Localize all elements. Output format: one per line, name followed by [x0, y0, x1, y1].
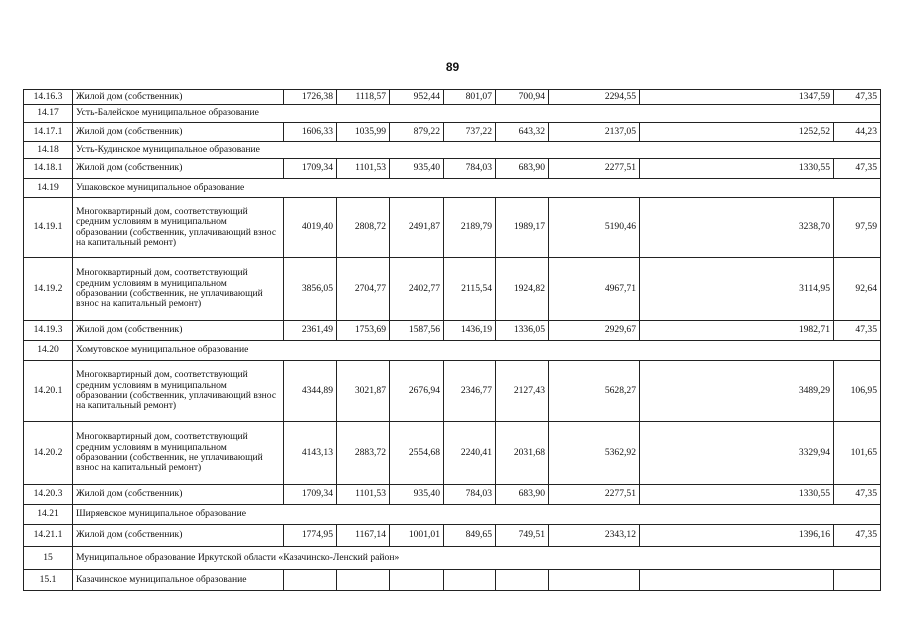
row-name: Казачинское муниципальное образование	[73, 570, 284, 591]
group-title: Усть-Кудинское муниципальное образование	[73, 142, 881, 159]
value-cell: 1436,19	[444, 321, 496, 341]
row-code: 14.17	[24, 105, 73, 123]
value-cell: 3238,70	[640, 198, 834, 258]
row-code: 14.19.3	[24, 321, 73, 341]
value-cell: 2808,72	[337, 198, 390, 258]
value-cell: 1774,95	[284, 525, 337, 547]
value-cell: 47,35	[834, 485, 881, 505]
value-cell: 737,22	[444, 123, 496, 142]
value-cell: 1035,99	[337, 123, 390, 142]
row-code: 14.19	[24, 179, 73, 198]
group-row	[24, 341, 881, 361]
value-cell: 2554,68	[390, 422, 444, 485]
value-cell: 2277,51	[549, 159, 640, 179]
value-cell: 1924,82	[496, 258, 549, 321]
value-cell: 1347,59	[640, 90, 834, 105]
value-cell: 749,51	[496, 525, 549, 547]
table-row	[24, 159, 881, 179]
value-cell: 4344,89	[284, 361, 337, 422]
value-cell: 2361,49	[284, 321, 337, 341]
value-cell	[834, 570, 881, 591]
group-row	[24, 505, 881, 525]
group-title: Муниципальное образование Иркутской области «Казачинско-Ленский район»	[73, 547, 881, 570]
row-code: 15.1	[24, 570, 73, 591]
value-cell: 2343,12	[549, 525, 640, 547]
row-code: 14.20.2	[24, 422, 73, 485]
value-cell: 4143,13	[284, 422, 337, 485]
value-cell: 47,35	[834, 90, 881, 105]
value-cell: 935,40	[390, 485, 444, 505]
value-cell: 47,35	[834, 159, 881, 179]
row-code: 15	[24, 547, 73, 570]
value-cell: 1709,34	[284, 159, 337, 179]
value-cell	[284, 570, 337, 591]
row-name: Жилой дом (собственник)	[73, 123, 284, 142]
value-cell: 4967,71	[549, 258, 640, 321]
page-number: 89	[445, 60, 460, 74]
row-code: 14.18	[24, 142, 73, 159]
row-code: 14.19.2	[24, 258, 73, 321]
value-cell: 1167,14	[337, 525, 390, 547]
row-name: Жилой дом (собственник)	[73, 159, 284, 179]
group-row	[24, 179, 881, 198]
value-cell: 2883,72	[337, 422, 390, 485]
row-code: 14.19.1	[24, 198, 73, 258]
value-cell: 44,23	[834, 123, 881, 142]
value-cell: 3856,05	[284, 258, 337, 321]
value-cell: 4019,40	[284, 198, 337, 258]
row-code: 14.17.1	[24, 123, 73, 142]
row-code: 14.18.1	[24, 159, 73, 179]
group-title: Усть-Балейское муниципальное образование	[73, 105, 881, 123]
row-name: Многоквартирный дом, соответствующий средним условиям в муниципальном образовании (собственник, уплачивающий взнос на капитальный ремонт)	[73, 361, 284, 422]
value-cell: 1989,17	[496, 198, 549, 258]
row-name: Жилой дом (собственник)	[73, 90, 284, 105]
value-cell: 801,07	[444, 90, 496, 105]
value-cell: 1726,38	[284, 90, 337, 105]
group-row	[24, 105, 881, 123]
value-cell: 2277,51	[549, 485, 640, 505]
value-cell: 2294,55	[549, 90, 640, 105]
value-cell: 1101,53	[337, 485, 390, 505]
value-cell	[390, 570, 444, 591]
row-name: Многоквартирный дом, соответствующий средним условиям в муниципальном образовании (собственник, уплачивающий взнос на капитальный ремонт)	[73, 198, 284, 258]
value-cell: 2402,77	[390, 258, 444, 321]
value-cell: 1982,71	[640, 321, 834, 341]
value-cell	[337, 570, 390, 591]
value-cell: 5362,92	[549, 422, 640, 485]
value-cell: 101,65	[834, 422, 881, 485]
value-cell: 2346,77	[444, 361, 496, 422]
group-title: Ушаковское муниципальное образование	[73, 179, 881, 198]
value-cell: 879,22	[390, 123, 444, 142]
value-cell: 1753,69	[337, 321, 390, 341]
value-cell: 1330,55	[640, 485, 834, 505]
value-cell	[640, 570, 834, 591]
value-cell: 2031,68	[496, 422, 549, 485]
value-cell: 2115,54	[444, 258, 496, 321]
value-cell: 849,65	[444, 525, 496, 547]
value-cell: 3329,94	[640, 422, 834, 485]
value-cell: 3489,29	[640, 361, 834, 422]
value-cell: 1396,16	[640, 525, 834, 547]
value-cell: 5190,46	[549, 198, 640, 258]
value-cell: 2491,87	[390, 198, 444, 258]
value-cell: 2189,79	[444, 198, 496, 258]
value-cell: 5628,27	[549, 361, 640, 422]
value-cell: 2676,94	[390, 361, 444, 422]
row-code: 14.21.1	[24, 525, 73, 547]
value-cell: 784,03	[444, 159, 496, 179]
value-cell: 1606,33	[284, 123, 337, 142]
value-cell: 2704,77	[337, 258, 390, 321]
table-row	[24, 570, 881, 591]
group-row	[24, 142, 881, 159]
table-body	[24, 90, 881, 591]
value-cell: 935,40	[390, 159, 444, 179]
value-cell: 784,03	[444, 485, 496, 505]
value-cell: 3114,95	[640, 258, 834, 321]
tariff-table	[23, 89, 881, 591]
value-cell	[549, 570, 640, 591]
value-cell: 2929,67	[549, 321, 640, 341]
value-cell	[496, 570, 549, 591]
row-name: Жилой дом (собственник)	[73, 321, 284, 341]
row-name: Многоквартирный дом, соответствующий средним условиям в муниципальном образовании (собственник, не уплачивающий взнос на капитальный ремонт)	[73, 422, 284, 485]
row-code: 14.16.3	[24, 90, 73, 105]
row-code: 14.20	[24, 341, 73, 361]
row-code: 14.21	[24, 505, 73, 525]
row-code: 14.20.3	[24, 485, 73, 505]
value-cell: 106,95	[834, 361, 881, 422]
value-cell: 1252,52	[640, 123, 834, 142]
value-cell: 3021,87	[337, 361, 390, 422]
value-cell: 97,59	[834, 198, 881, 258]
value-cell: 2137,05	[549, 123, 640, 142]
value-cell: 47,35	[834, 321, 881, 341]
row-name: Жилой дом (собственник)	[73, 485, 284, 505]
group-title: Ширяевское муниципальное образование	[73, 505, 881, 525]
value-cell: 1001,01	[390, 525, 444, 547]
value-cell: 2127,43	[496, 361, 549, 422]
value-cell: 1336,05	[496, 321, 549, 341]
value-cell: 1118,57	[337, 90, 390, 105]
value-cell: 1587,56	[390, 321, 444, 341]
table-row	[24, 321, 881, 341]
value-cell: 47,35	[834, 525, 881, 547]
table-row	[24, 123, 881, 142]
value-cell: 92,64	[834, 258, 881, 321]
table-row	[24, 198, 881, 258]
value-cell	[444, 570, 496, 591]
group-row	[24, 547, 881, 570]
value-cell: 2240,41	[444, 422, 496, 485]
table-row	[24, 258, 881, 321]
table-row	[24, 422, 881, 485]
value-cell: 1709,34	[284, 485, 337, 505]
value-cell: 683,90	[496, 485, 549, 505]
row-name: Жилой дом (собственник)	[73, 525, 284, 547]
value-cell: 1101,53	[337, 159, 390, 179]
row-code: 14.20.1	[24, 361, 73, 422]
table-row	[24, 361, 881, 422]
value-cell: 1330,55	[640, 159, 834, 179]
table-row	[24, 485, 881, 505]
value-cell: 700,94	[496, 90, 549, 105]
group-title: Хомутовское муниципальное образование	[73, 341, 881, 361]
table-row	[24, 525, 881, 547]
table-row	[24, 90, 881, 105]
value-cell: 683,90	[496, 159, 549, 179]
value-cell: 643,32	[496, 123, 549, 142]
row-name: Многоквартирный дом, соответствующий средним условиям в муниципальном образовании (собственник, не уплачивающий взнос на капитальный ремонт)	[73, 258, 284, 321]
value-cell: 952,44	[390, 90, 444, 105]
